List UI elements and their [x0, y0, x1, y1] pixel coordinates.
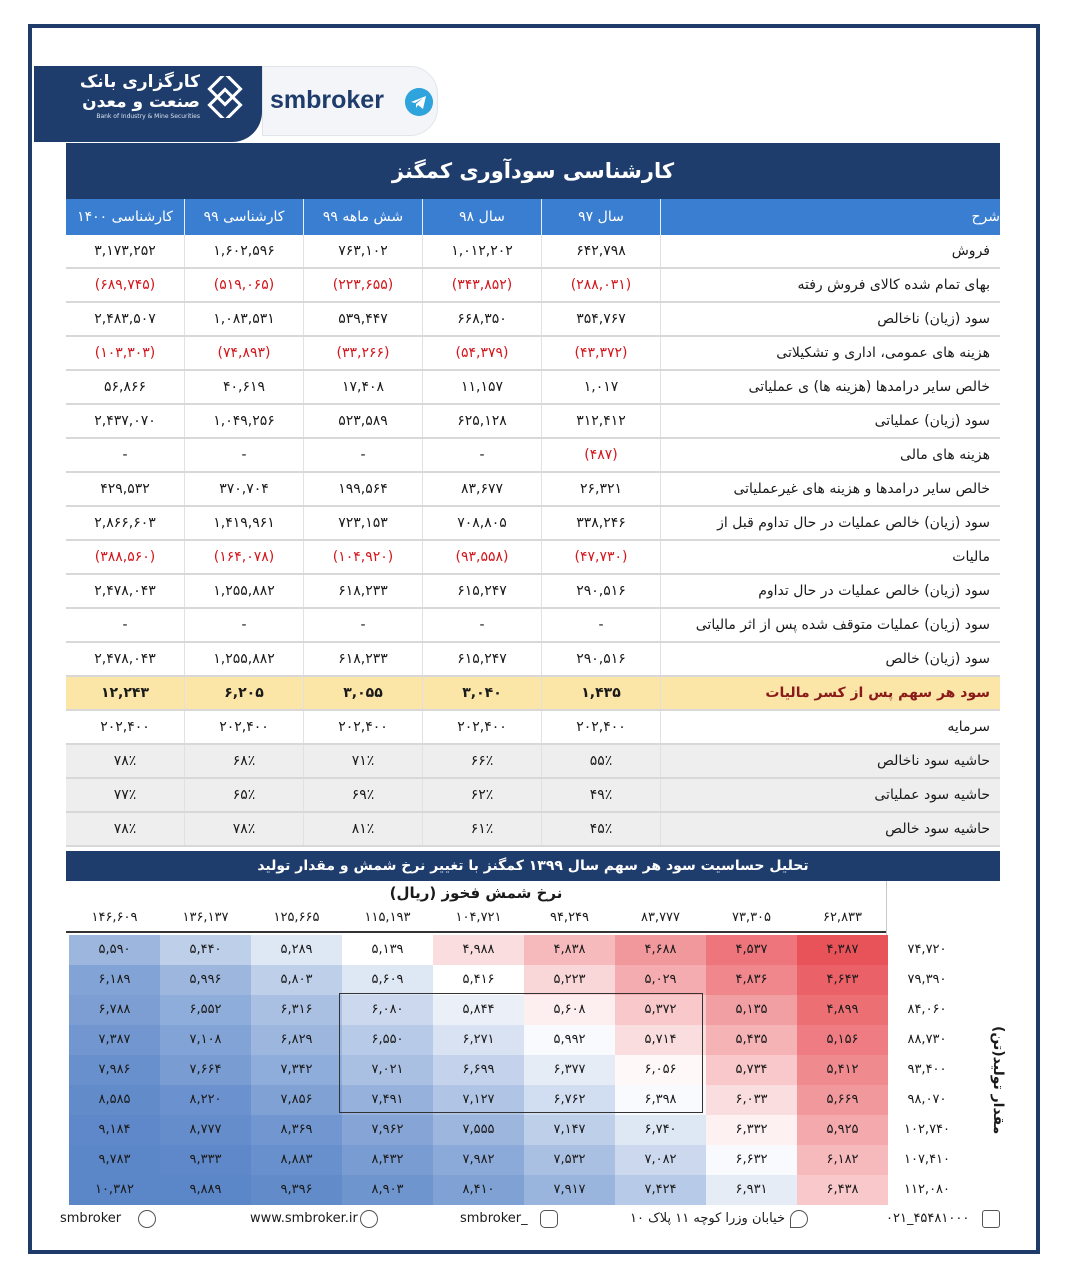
price-column-header: ۱۱۵,۱۹۳: [364, 910, 411, 925]
heatmap-cell: ۵,۹۹۶: [160, 965, 251, 995]
table-row: [66, 405, 1000, 439]
production-row-header: ۹۸,۰۷۰: [907, 1092, 947, 1107]
row-value: ۶۵٪: [184, 779, 303, 811]
row-value: ۲,۴۷۸,۰۴۳: [66, 575, 184, 607]
header-col: سال ۹۸: [422, 199, 541, 235]
header-col: سال ۹۷: [541, 199, 660, 235]
row-value: -: [66, 609, 184, 641]
row-value: -: [303, 439, 422, 471]
row-value: ۶۶۸,۳۵۰: [422, 303, 541, 335]
sensitivity-title: تحلیل حساسیت سود هر سهم سال ۱۳۹۹ کمگنز با تغییر نرخ شمش و مقدار تولید: [66, 851, 1000, 881]
row-value: (۳۳,۲۶۶): [303, 337, 422, 369]
row-value: ۱,۰۴۹,۲۵۶: [184, 405, 303, 437]
heatmap-cell: ۵,۹۲۵: [797, 1115, 888, 1145]
heatmap-cell: ۵,۵۹۰: [69, 935, 160, 965]
row-value: ۱,۴۱۹,۹۶۱: [184, 507, 303, 539]
table-row: [66, 677, 1000, 711]
table-row: [66, 269, 1000, 303]
row-value: ۲۰۲,۴۰۰: [303, 711, 422, 743]
row-value: ۲,۴۳۷,۰۷۰: [66, 405, 184, 437]
production-row-header: ۷۴,۷۲۰: [907, 942, 947, 957]
heatmap-cell: ۷,۸۵۶: [251, 1085, 342, 1115]
row-label: سود (زیان) خالص: [660, 643, 1000, 675]
row-value: ۶۴۲,۷۹۸: [541, 235, 660, 267]
row-value: ۷۶۳,۱۰۲: [303, 235, 422, 267]
heatmap-cell: ۶,۷۶۲: [524, 1085, 615, 1115]
row-value: ۵۶,۸۶۶: [66, 371, 184, 403]
row-label: هزینه های عمومی، اداری و تشکیلاتی: [660, 337, 1000, 369]
price-column-header: ۸۳,۷۷۷: [640, 910, 681, 925]
heatmap-cell: ۵,۴۳۵: [706, 1025, 797, 1055]
row-value: -: [184, 609, 303, 641]
row-value: ۲۰۲,۴۰۰: [541, 711, 660, 743]
row-value: (۱۰۳,۳۰۳): [66, 337, 184, 369]
table-row: [66, 303, 1000, 337]
row-value: ۱۹۹,۵۶۴: [303, 473, 422, 505]
header-col: شش ماهه ۹۹: [303, 199, 422, 235]
row-label: سود (زیان) عملیات متوقف شده پس از اثر مالیاتی: [660, 609, 1000, 641]
row-value: -: [184, 439, 303, 471]
table-row: [66, 609, 1000, 643]
row-value: (۴۸۷): [541, 439, 660, 471]
row-value: (۴۳,۳۷۲): [541, 337, 660, 369]
row-value: -: [541, 609, 660, 641]
heatmap-cell: ۵,۴۴۰: [160, 935, 251, 965]
heatmap-cell: ۹,۳۳۳: [160, 1145, 251, 1175]
highlight-box: [339, 993, 703, 1113]
heatmap-cell: ۵,۷۱۴: [615, 1025, 706, 1055]
row-value: ۲۰۲,۴۰۰: [422, 711, 541, 743]
row-value: (۱۰۴,۹۲۰): [303, 541, 422, 573]
row-value: ۲۰۲,۴۰۰: [184, 711, 303, 743]
row-value: ۱,۲۵۵,۸۸۲: [184, 643, 303, 675]
heatmap-cell: ۹,۷۸۳: [69, 1145, 160, 1175]
row-label: حاشیه سود خالص: [660, 813, 1000, 845]
header-col: کارشناسی ۱۴۰۰: [77, 209, 173, 225]
heatmap-cell: ۷,۶۶۴: [160, 1055, 251, 1085]
row-value: ۲,۴۷۸,۰۴۳: [66, 643, 184, 675]
heatmap-cell: ۶,۸۲۹: [251, 1025, 342, 1055]
row-label: بهای تمام شده کالای فروش رفته: [660, 269, 1000, 301]
heatmap-cell: ۵,۹۹۲: [524, 1025, 615, 1055]
heatmap-cell: ۹,۱۸۴: [69, 1115, 160, 1145]
heatmap-cell: ۸,۴۱۰: [433, 1175, 524, 1205]
price-column-header: ۹۴,۲۴۹: [549, 910, 590, 925]
row-label: سود هر سهم پس از کسر مالیات: [660, 677, 1000, 709]
heatmap-cell: ۸,۹۰۳: [342, 1175, 433, 1205]
heatmap-cell: ۶,۳۷۷: [524, 1055, 615, 1085]
table-header: [66, 199, 1000, 235]
heatmap-cell: ۶,۰۳۳: [706, 1085, 797, 1115]
heatmap-cell: ۸,۴۳۲: [342, 1145, 433, 1175]
row-value: ۱,۴۳۵: [541, 677, 660, 709]
row-value: ۷۰۸,۸۰۵: [422, 507, 541, 539]
logo-line-1: کارگزاری بانک: [79, 72, 200, 92]
row-value: ۶۲۵,۱۲۸: [422, 405, 541, 437]
heatmap-cell: ۷,۹۸۶: [69, 1055, 160, 1085]
table-row: [66, 745, 1000, 779]
production-row-header: ۸۸,۷۳۰: [907, 1032, 947, 1047]
heatmap-cell: ۷,۱۴۷: [524, 1115, 615, 1145]
footer: [60, 1206, 1006, 1232]
price-column-header: ۱۳۶,۱۳۷: [182, 910, 229, 925]
footer-phone: ۰۲۱_۴۵۴۸۱۰۰۰: [886, 1211, 970, 1226]
price-axis-label: نرخ شمش فخوز (ریال): [389, 884, 563, 902]
heatmap-cell: ۶,۶۳۲: [706, 1145, 797, 1175]
row-value: ۷۸٪: [66, 813, 184, 845]
row-value: ۷۸٪: [184, 813, 303, 845]
heatmap-cell: ۶,۲۷۱: [433, 1025, 524, 1055]
heatmap-cell: ۵,۸۰۳: [251, 965, 342, 995]
table-row: [66, 541, 1000, 575]
row-value: ۵۲۳,۵۸۹: [303, 405, 422, 437]
heatmap-cell: ۷,۴۲۴: [615, 1175, 706, 1205]
heatmap-cell: ۶,۵۵۰: [342, 1025, 433, 1055]
heatmap-cell: ۷,۵۵۵: [433, 1115, 524, 1145]
row-value: ۳۱۲,۴۱۲: [541, 405, 660, 437]
footer-website[interactable]: www.smbroker.ir: [250, 1211, 358, 1226]
row-value: ۳,۰۴۰: [422, 677, 541, 709]
row-label: خالص سایر درامدها و هزینه های غیرعملیاتی: [660, 473, 1000, 505]
table-row: [66, 575, 1000, 609]
row-label: سود (زیان) خالص عملیات در حال تداوم: [660, 575, 1000, 607]
heatmap-cell: ۵,۰۲۹: [615, 965, 706, 995]
heatmap-cell: ۷,۹۱۷: [524, 1175, 615, 1205]
heatmap-cell: ۷,۹۸۲: [433, 1145, 524, 1175]
row-value: ۶۸٪: [184, 745, 303, 777]
row-value: ۴۰,۶۱۹: [184, 371, 303, 403]
heatmap-cell: ۸,۲۲۰: [160, 1085, 251, 1115]
heatmap-cell: ۱۰,۳۸۲: [69, 1175, 160, 1205]
row-label: حاشیه سود عملیاتی: [660, 779, 1000, 811]
row-value: ۷۸٪: [66, 745, 184, 777]
heatmap-cell: ۴,۵۳۷: [706, 935, 797, 965]
row-value: ۱,۲۵۵,۸۸۲: [184, 575, 303, 607]
row-value: (۵۱۹,۰۶۵): [184, 269, 303, 301]
row-value: (۹۳,۵۵۸): [422, 541, 541, 573]
row-value: -: [66, 439, 184, 471]
telegram-icon: [138, 1210, 156, 1228]
row-value: -: [303, 609, 422, 641]
heatmap-cell: ۵,۴۱۶: [433, 965, 524, 995]
row-value: -: [422, 439, 541, 471]
row-label: سود (زیان) ناخالص: [660, 303, 1000, 335]
heatmap-cell: ۵,۲۲۳: [524, 965, 615, 995]
row-value: ۶۱۵,۲۴۷: [422, 575, 541, 607]
heatmap-cell: ۶,۳۹۸: [615, 1085, 706, 1115]
heatmap-cell: ۵,۱۳۵: [706, 995, 797, 1025]
production-row-header: ۱۱۲,۰۸۰: [903, 1182, 951, 1197]
table-row: [66, 439, 1000, 473]
row-value: ۱,۶۰۲,۵۹۶: [184, 235, 303, 267]
heatmap-cell: ۶,۱۸۹: [69, 965, 160, 995]
row-value: ۶۱۵,۲۴۷: [422, 643, 541, 675]
row-value: ۶۱۸,۲۳۳: [303, 643, 422, 675]
heatmap-cell: ۴,۶۸۸: [615, 935, 706, 965]
heatmap-cell: ۴,۳۸۷: [797, 935, 888, 965]
row-value: ۳۳۸,۲۴۶: [541, 507, 660, 539]
row-value: ۷۲۳,۱۵۳: [303, 507, 422, 539]
heatmap-cell: ۵,۱۵۶: [797, 1025, 888, 1055]
heatmap-cell: ۵,۶۰۹: [342, 965, 433, 995]
row-value: (۶۸۹,۷۴۵): [66, 269, 184, 301]
price-column-header: ۱۰۴,۷۲۱: [455, 910, 502, 925]
row-value: ۱,۰۸۳,۵۳۱: [184, 303, 303, 335]
heatmap-cell: ۵,۴۱۲: [797, 1055, 888, 1085]
row-value: ۱,۰۱۲,۲۰۲: [422, 235, 541, 267]
price-column-header: ۱۴۶,۶۰۹: [91, 910, 138, 925]
row-label: حاشیه سود ناخالص: [660, 745, 1000, 777]
row-value: (۵۴,۳۷۹): [422, 337, 541, 369]
logo-text: [52, 72, 200, 122]
row-value: ۳۷۰,۷۰۴: [184, 473, 303, 505]
row-value: ۵۵٪: [541, 745, 660, 777]
heatmap-cell: ۶,۱۸۲: [797, 1145, 888, 1175]
row-value: ۵۳۹,۴۴۷: [303, 303, 422, 335]
production-axis-label: مقدار تولید(تن): [990, 1025, 1006, 1135]
row-value: ۱۷,۴۰۸: [303, 371, 422, 403]
footer-instagram[interactable]: smbroker_: [460, 1211, 528, 1226]
row-value: ۲۹۰,۵۱۶: [541, 575, 660, 607]
row-value: ۲۶,۳۲۱: [541, 473, 660, 505]
heatmap-cell: ۴,۸۹۹: [797, 995, 888, 1025]
row-value: ۶۱٪: [422, 813, 541, 845]
heatmap-cell: ۵,۸۴۴: [433, 995, 524, 1025]
row-value: ۲۹۰,۵۱۶: [541, 643, 660, 675]
header-desc: شرح: [660, 199, 1000, 235]
row-value: (۱۶۴,۰۷۸): [184, 541, 303, 573]
heatmap-cell: ۷,۹۶۲: [342, 1115, 433, 1145]
row-value: ۸۳,۶۷۷: [422, 473, 541, 505]
price-column-header: ۱۲۵,۶۶۵: [273, 910, 320, 925]
row-value: (۴۷,۷۳۰): [541, 541, 660, 573]
heatmap-cell: ۶,۰۸۰: [342, 995, 433, 1025]
row-value: ۴۹٪: [541, 779, 660, 811]
table-row: [66, 371, 1000, 405]
production-row-header: ۷۹,۳۹۰: [907, 972, 947, 987]
row-value: ۶۱۸,۲۳۳: [303, 575, 422, 607]
heatmap-cell: ۷,۴۹۱: [342, 1085, 433, 1115]
row-label: فروش: [660, 235, 1000, 267]
profit-table: [66, 143, 1000, 847]
table-row: [66, 643, 1000, 677]
row-value: ۲۰۲,۴۰۰: [66, 711, 184, 743]
logo-line-2: صنعت و معدن: [82, 92, 200, 112]
footer-telegram[interactable]: smbroker: [60, 1211, 122, 1226]
row-value: ۶,۲۰۵: [184, 677, 303, 709]
heatmap-cell: ۴,۸۳۶: [706, 965, 797, 995]
row-value: (۲۲۳,۶۵۵): [303, 269, 422, 301]
production-row-header: ۸۴,۰۶۰: [907, 1002, 947, 1017]
price-column-header: ۷۳,۳۰۵: [731, 910, 772, 925]
row-value: ۷۷٪: [66, 779, 184, 811]
heatmap-cell: ۴,۶۴۳: [797, 965, 888, 995]
heatmap-cell: ۷,۳۴۲: [251, 1055, 342, 1085]
price-column-header: ۶۲,۸۳۳: [822, 910, 863, 925]
heatmap-cell: ۶,۷۸۸: [69, 995, 160, 1025]
row-value: ۱,۰۱۷: [541, 371, 660, 403]
heatmap-cell: ۶,۶۹۹: [433, 1055, 524, 1085]
heatmap-cell: ۷,۱۰۸: [160, 1025, 251, 1055]
heatmap-cell: ۶,۹۳۱: [706, 1175, 797, 1205]
heatmap-cell: ۹,۳۹۶: [251, 1175, 342, 1205]
row-value: ۳,۱۷۳,۲۵۲: [66, 235, 184, 267]
row-value: (۲۸۸,۰۳۱): [541, 269, 660, 301]
heatmap-cell: ۵,۱۳۹: [342, 935, 433, 965]
row-value: (۷۴,۸۹۳): [184, 337, 303, 369]
row-value: ۲,۴۸۳,۵۰۷: [66, 303, 184, 335]
row-value: ۸۱٪: [303, 813, 422, 845]
row-label: سود (زیان) خالص عملیات در حال تداوم قبل از: [660, 507, 1000, 539]
location-icon: [790, 1210, 808, 1228]
row-value: ۷۱٪: [303, 745, 422, 777]
table-row: [66, 337, 1000, 371]
production-row-header: ۱۰۲,۷۴۰: [903, 1122, 951, 1137]
row-value: ۱۱,۱۵۷: [422, 371, 541, 403]
row-label: سرمایه: [660, 711, 1000, 743]
production-row-header: ۹۳,۴۰۰: [907, 1062, 947, 1077]
row-value: (۳۸۸,۵۶۰): [66, 541, 184, 573]
heatmap-cell: ۴,۸۳۸: [524, 935, 615, 965]
row-value: ۳,۰۵۵: [303, 677, 422, 709]
heatmap-cell: ۸,۸۸۳: [251, 1145, 342, 1175]
row-value: ۴۲۹,۵۳۲: [66, 473, 184, 505]
heatmap-cell: ۸,۳۶۹: [251, 1115, 342, 1145]
heatmap-cell: ۶,۰۵۶: [615, 1055, 706, 1085]
row-label: مالیات: [660, 541, 1000, 573]
heatmap-cell: ۷,۳۸۷: [69, 1025, 160, 1055]
heatmap-cell: ۶,۴۳۸: [797, 1175, 888, 1205]
heatmap-cell: ۸,۵۸۵: [69, 1085, 160, 1115]
row-value: ۱۲,۲۴۳: [66, 677, 184, 709]
table-row: [66, 711, 1000, 745]
heatmap-cell: ۸,۷۷۷: [160, 1115, 251, 1145]
table-row: [66, 507, 1000, 541]
heatmap-cell: ۵,۶۰۸: [524, 995, 615, 1025]
heatmap-cell: ۷,۱۲۷: [433, 1085, 524, 1115]
logo-mark-icon: [204, 76, 246, 118]
row-value: -: [422, 609, 541, 641]
production-row-header: ۱۰۷,۴۱۰: [903, 1152, 951, 1167]
heatmap-cell: ۶,۳۳۲: [706, 1115, 797, 1145]
table-row: [66, 235, 1000, 269]
row-value: ۴۵٪: [541, 813, 660, 845]
logo-english: Bank of Industry & Mine Securities: [96, 113, 200, 120]
heatmap-cell: ۵,۲۸۹: [251, 935, 342, 965]
heatmap-cell: ۵,۳۷۲: [615, 995, 706, 1025]
row-value: (۳۴۳,۸۵۲): [422, 269, 541, 301]
table-row: [66, 813, 1000, 847]
table-row: [66, 779, 1000, 813]
heatmap-cell: ۵,۷۳۴: [706, 1055, 797, 1085]
row-label: خالص سایر درامدها (هزینه ها) ی عملیاتی: [660, 371, 1000, 403]
brand-name: smbroker: [270, 86, 384, 114]
heatmap-cell: ۹,۸۸۹: [160, 1175, 251, 1205]
heatmap-cell: ۷,۰۲۱: [342, 1055, 433, 1085]
heatmap-cell: ۷,۵۳۲: [524, 1145, 615, 1175]
row-value: ۲,۸۶۶,۶۰۳: [66, 507, 184, 539]
header-col: کارشناسی ۹۹: [184, 199, 303, 235]
row-label: هزینه های مالی: [660, 439, 1000, 471]
heatmap-cell: ۵,۶۶۹: [797, 1085, 888, 1115]
heatmap-cell: ۴,۹۸۸: [433, 935, 524, 965]
row-value: ۳۵۴,۷۶۷: [541, 303, 660, 335]
globe-icon: [360, 1210, 378, 1228]
heatmap-cell: ۶,۷۴۰: [615, 1115, 706, 1145]
row-value: ۶۲٪: [422, 779, 541, 811]
heatmap-cell: ۶,۵۵۲: [160, 995, 251, 1025]
telegram-icon: [405, 88, 433, 116]
row-value: ۶۶٪: [422, 745, 541, 777]
table-title: کارشناسی سودآوری کمگنز: [66, 143, 1000, 199]
row-label: سود (زیان) عملیاتی: [660, 405, 1000, 437]
phone-icon: [982, 1210, 1000, 1228]
instagram-icon: [540, 1210, 558, 1228]
heatmap-cell: ۷,۰۸۲: [615, 1145, 706, 1175]
header-divider: [66, 931, 886, 933]
table-row: [66, 473, 1000, 507]
heatmap-cell: ۶,۳۱۶: [251, 995, 342, 1025]
row-value: ۶۹٪: [303, 779, 422, 811]
footer-address: خیابان وزرا کوچه ۱۱ پلاک ۱۰: [630, 1211, 786, 1226]
